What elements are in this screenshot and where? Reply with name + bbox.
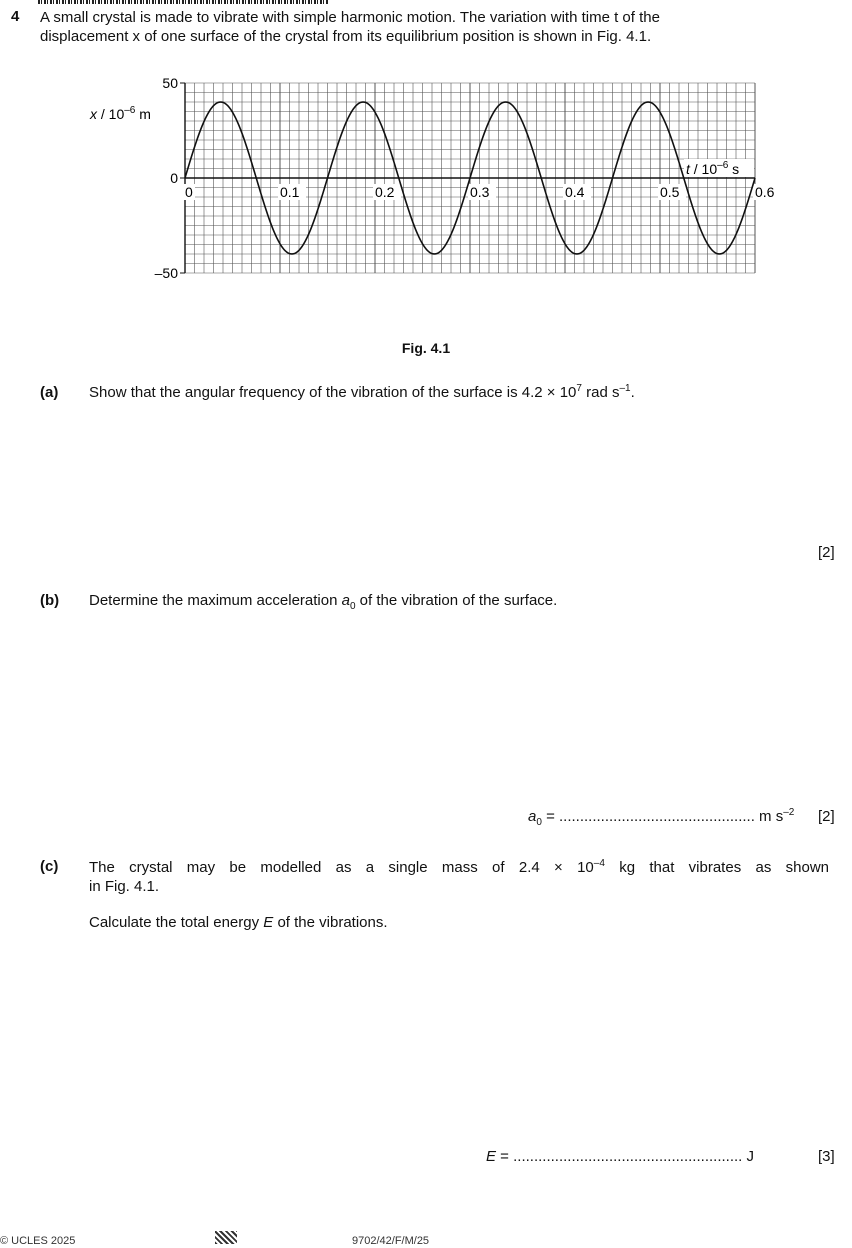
part-c-label: (c) bbox=[40, 858, 59, 875]
part-a-marks: [2] bbox=[818, 544, 835, 561]
y-tick-label: –50 bbox=[154, 265, 178, 281]
x-tick-label: 0.1 bbox=[280, 184, 300, 200]
part-b-answer-line[interactable]: $a_0$ = ............................................... m $s^{-2}$ bbox=[528, 807, 795, 828]
footer-code: 9702/42/F/M/25 bbox=[352, 1235, 430, 1247]
intro-line-2: displacement x of one surface of the crystal from its equilibrium position is shown in Fig. 4.1. bbox=[40, 28, 652, 45]
x-tick-label: 0.4 bbox=[565, 184, 585, 200]
footer-copyright: © UCLES 2025 bbox=[0, 1235, 76, 1247]
y-axis-label: x / $10^{-6}$ m bbox=[90, 105, 151, 122]
part-a-label: (a) bbox=[40, 384, 59, 401]
intro-line-1: A small crystal is made to vibrate with simple harmonic motion. The variation with time t of the bbox=[40, 9, 660, 26]
part-c-instruction: Calculate the total energy E of the vibrations. bbox=[89, 914, 388, 931]
y-tick-label: 50 bbox=[162, 75, 178, 91]
part-c-marks: [3] bbox=[818, 1148, 835, 1165]
part-c-question: The crystal may be modelled as a single mass of $2.4 \times 10^{-4}$ kg that vibrates as shown in Fig. 4.1. bbox=[89, 858, 829, 895]
x-tick-label: 0.6 bbox=[755, 184, 775, 200]
x-tick-label: 0.2 bbox=[375, 184, 395, 200]
part-c-answer-line[interactable]: E = ....................................................... J bbox=[486, 1148, 754, 1165]
x-tick-label: 0 bbox=[185, 184, 193, 200]
y-tick-label: 0 bbox=[170, 170, 178, 186]
part-b-marks: [2] bbox=[818, 808, 835, 825]
shm-displacement-graph bbox=[0, 0, 852, 330]
figure-caption: Fig. 4.1 bbox=[401, 340, 451, 356]
x-tick-label: 0.3 bbox=[470, 184, 490, 200]
part-b-label: (b) bbox=[40, 592, 60, 609]
qr-code-icon bbox=[215, 1231, 237, 1244]
part-a-question: Show that the angular frequency of the vibration of the surface is $4.2 \times 10^7$ rad $s^{-1}$. bbox=[89, 383, 635, 401]
part-b-question: Determine the maximum acceleration $a_0$ of the vibration of the surface. bbox=[89, 592, 558, 612]
question-number: 4 bbox=[11, 8, 20, 25]
x-axis-label: t / $10^{-6}$ s bbox=[686, 160, 740, 177]
x-tick-label: 0.5 bbox=[660, 184, 680, 200]
